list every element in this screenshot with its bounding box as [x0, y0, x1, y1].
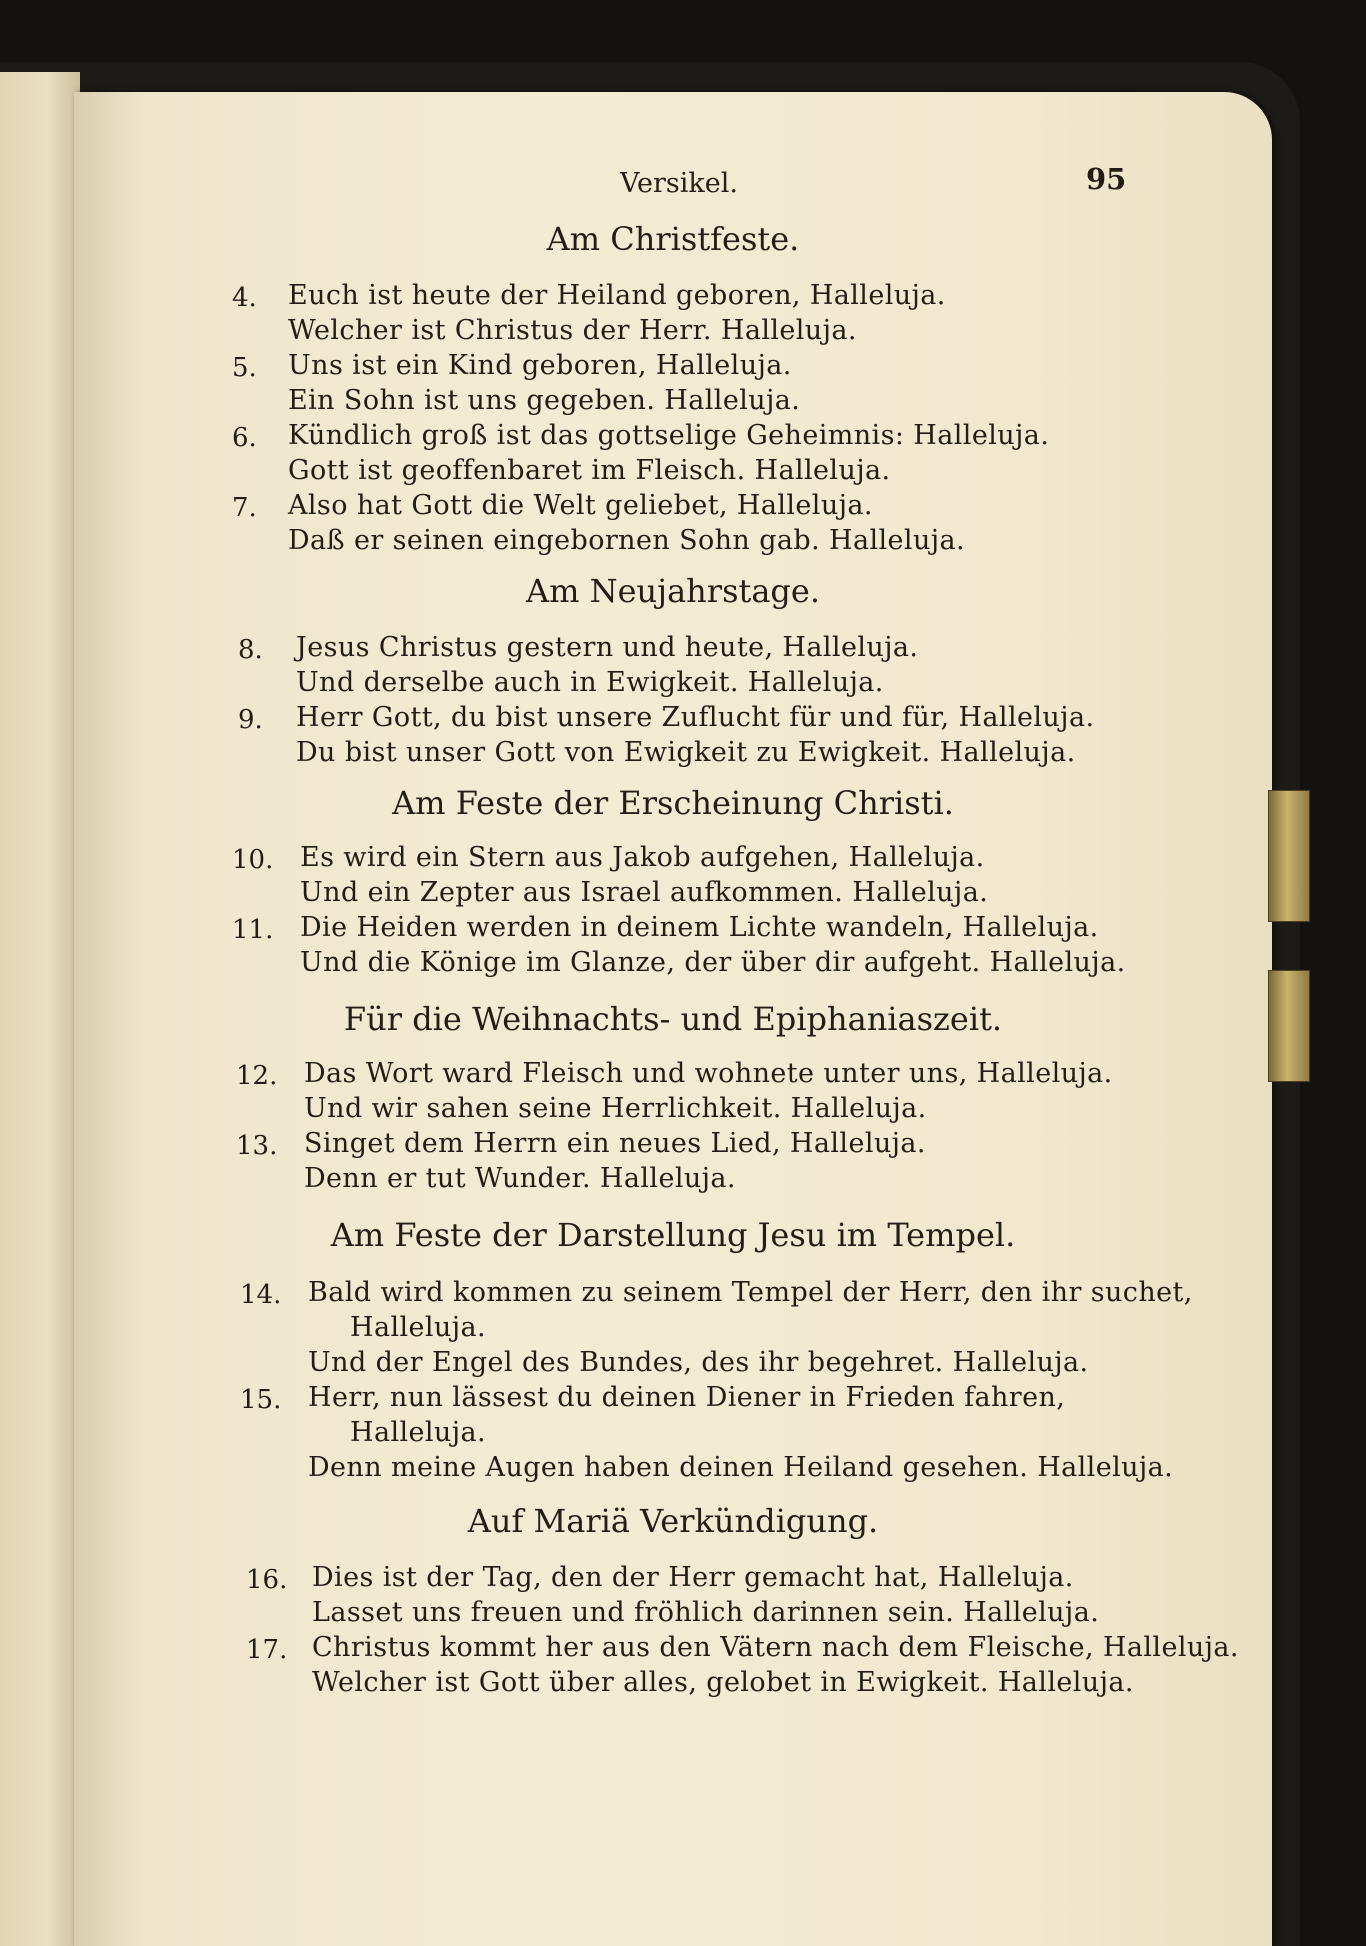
verse-line: Und derselbe auch in Ewigkeit. Halleluja.	[296, 667, 884, 698]
verse-line: Bald wird kommen zu seinem Tempel der Herr, den ihr suchet,	[308, 1277, 1193, 1308]
verse-number: 17.	[246, 1635, 288, 1665]
verse-line: Denn er tut Wunder. Halleluja.	[304, 1163, 736, 1194]
verse-number: 6.	[232, 423, 257, 453]
section-heading: Am Feste der Erscheinung Christi.	[392, 784, 954, 822]
verse-number: 12.	[236, 1061, 278, 1091]
verse-line: Und der Engel des Bundes, des ihr begehret. Halleluja.	[308, 1347, 1089, 1378]
verse-line: Du bist unser Gott von Ewigkeit zu Ewigkeit. Halleluja.	[296, 737, 1076, 768]
verse-line: Halleluja.	[350, 1312, 486, 1343]
verse-line: Und die Könige im Glanze, der über dir aufgeht. Halleluja.	[300, 947, 1126, 978]
page-number: 95	[1086, 162, 1127, 196]
verse-line: Ein Sohn ist uns gegeben. Halleluja.	[288, 385, 801, 416]
verse-line: Die Heiden werden in deinem Lichte wandeln, Halleluja.	[300, 912, 1099, 943]
verse-number: 15.	[240, 1385, 282, 1415]
verse-number: 14.	[240, 1280, 282, 1310]
verse-number: 4.	[232, 283, 257, 313]
verse-line: Gott ist geoffenbaret im Fleisch. Halleluja.	[288, 455, 891, 486]
brass-clasp-lower	[1268, 970, 1310, 1082]
verse-line: Daß er seinen eingebornen Sohn gab. Halleluja.	[288, 525, 965, 556]
verse-line: Singet dem Herrn ein neues Lied, Halleluja.	[304, 1128, 926, 1159]
verse-line: Welcher ist Gott über alles, gelobet in Ewigkeit. Halleluja.	[312, 1667, 1134, 1698]
section-heading: Am Christfeste.	[546, 220, 800, 258]
verse-number: 9.	[238, 705, 263, 735]
verse-line: Lasset uns freuen und fröhlich darinnen sein. Halleluja.	[312, 1597, 1100, 1628]
verse-line: Uns ist ein Kind geboren, Halleluja.	[288, 350, 792, 381]
verse-number: 16.	[246, 1565, 288, 1595]
verse-number: 13.	[236, 1131, 278, 1161]
verse-number: 5.	[232, 353, 257, 383]
brass-clasp-upper	[1268, 790, 1310, 922]
verse-line: Denn meine Augen haben deinen Heiland gesehen. Halleluja.	[308, 1452, 1174, 1483]
verse-line: Das Wort ward Fleisch und wohnete unter uns, Halleluja.	[304, 1058, 1113, 1089]
verse-line: Und wir sahen seine Herrlichkeit. Halleluja.	[304, 1093, 927, 1124]
verse-line: Es wird ein Stern aus Jakob aufgehen, Halleluja.	[300, 842, 985, 873]
verse-number: 10.	[232, 845, 274, 875]
verse-number: 8.	[238, 635, 263, 665]
verse-line: Herr Gott, du bist unsere Zuflucht für und für, Halleluja.	[296, 702, 1095, 733]
verse-line: Also hat Gott die Welt geliebet, Halleluja.	[288, 490, 873, 521]
running-head: Versikel.	[620, 168, 738, 199]
verse-line: Herr, nun lässest du deinen Diener in Frieden fahren,	[308, 1382, 1066, 1413]
verse-line: Welcher ist Christus der Herr. Halleluja.	[288, 315, 857, 346]
verse-number: 11.	[232, 915, 274, 945]
verse-line: Halleluja.	[350, 1417, 486, 1448]
verse-line: Jesus Christus gestern und heute, Halleluja.	[296, 632, 919, 663]
verse-line: Und ein Zepter aus Israel aufkommen. Halleluja.	[300, 877, 989, 908]
section-heading: Für die Weihnachts- und Epiphaniaszeit.	[343, 1000, 1003, 1038]
verse-line: Dies ist der Tag, den der Herr gemacht hat, Halleluja.	[312, 1562, 1074, 1593]
verse-number: 7.	[232, 493, 257, 523]
verse-line: Kündlich groß ist das gottselige Geheimnis: Halleluja.	[288, 420, 1050, 451]
section-heading: Am Neujahrstage.	[525, 572, 821, 610]
verse-line: Christus kommt her aus den Vätern nach dem Fleische, Halleluja.	[312, 1632, 1239, 1663]
section-heading: Am Feste der Darstellung Jesu im Tempel.	[330, 1216, 1016, 1254]
left-page-edge	[0, 72, 80, 1946]
verse-line: Euch ist heute der Heiland geboren, Halleluja.	[288, 280, 946, 311]
section-heading: Auf Mariä Verkündigung.	[467, 1502, 879, 1540]
